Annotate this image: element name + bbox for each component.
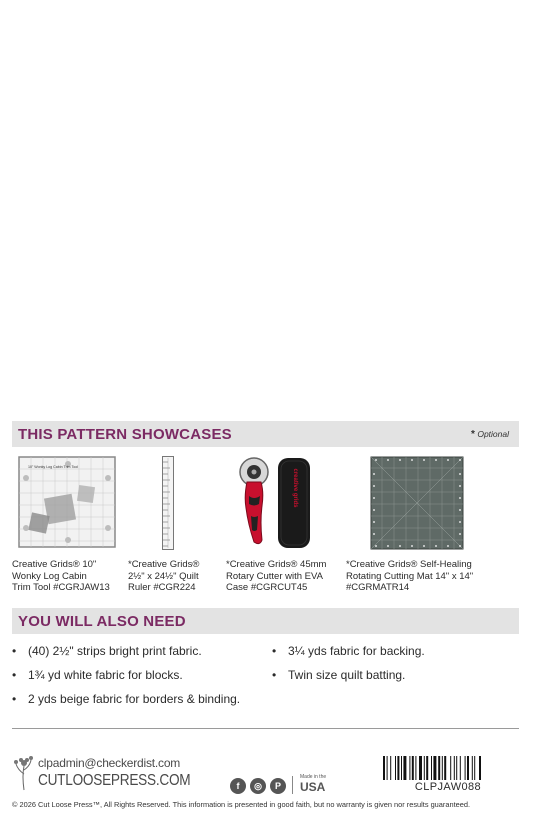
needs-list-right (272, 644, 512, 692)
list-item: • 2 yds beige fabric for borders & binding. (12, 692, 267, 706)
list-item: • 1¾ yd white fabric for blocks. (12, 668, 267, 682)
product-caption: *Creative Grids® Self-Healing Rotating Cutting Mat 14" x 14" #CGRMATR14 (346, 559, 474, 593)
ruler-label: 10" Wonky Log Cabin Trim Tool (28, 465, 79, 469)
square-ruler-image (18, 456, 116, 548)
legal-notice: © 2026 Cut Loose Press™, All Rights Reserved. This information is presented in good faith, but no warranty is given nor results guaranteed. (12, 800, 471, 809)
long-ruler-image (162, 456, 174, 550)
eva-case-image (276, 456, 312, 550)
list-item: • (40) 2½" strips bright print fabric. (12, 644, 267, 658)
pinterest-icon[interactable]: P (270, 778, 286, 794)
website-link[interactable]: CUTLOOSEPRESS.COM (38, 772, 191, 789)
product-caption: *Creative Grids® 2½" x 24½" Quilt Ruler #CGR224 (128, 559, 200, 593)
contact-email[interactable]: clpadmin@checkerdist.com (38, 756, 181, 770)
needs-header (12, 608, 519, 634)
made-in-usa-badge: Made in the USA (300, 774, 327, 794)
footer-divider (12, 728, 519, 729)
facebook-icon[interactable]: f (230, 778, 246, 794)
showcase-header (12, 421, 519, 447)
optional-note: * Optional (471, 428, 509, 440)
needs-list-left (12, 644, 267, 716)
product-caption: Creative Grids® 10" Wonky Log Cabin Trim Tool #CGRJAW13 (12, 559, 110, 593)
flower-logo-icon (12, 754, 36, 792)
product-caption: *Creative Grids® 45mm Rotary Cutter with EVA Case #CGRCUT45 (226, 559, 327, 593)
showcase-title: THIS PATTERN SHOWCASES (18, 425, 232, 443)
case-brand-label: creative grids (292, 468, 298, 508)
barcode (383, 756, 513, 780)
instagram-icon[interactable]: ◎ (250, 778, 266, 794)
list-item: • Twin size quilt batting. (272, 668, 512, 682)
needs-title: YOU WILL ALSO NEED (18, 612, 186, 630)
rotary-cutter-image (232, 456, 274, 548)
footer-separator (292, 776, 293, 794)
sku-number: CLPJAW088 (414, 781, 482, 793)
cutting-mat-image (370, 456, 464, 550)
list-item: • 3¼ yds fabric for backing. (272, 644, 512, 658)
